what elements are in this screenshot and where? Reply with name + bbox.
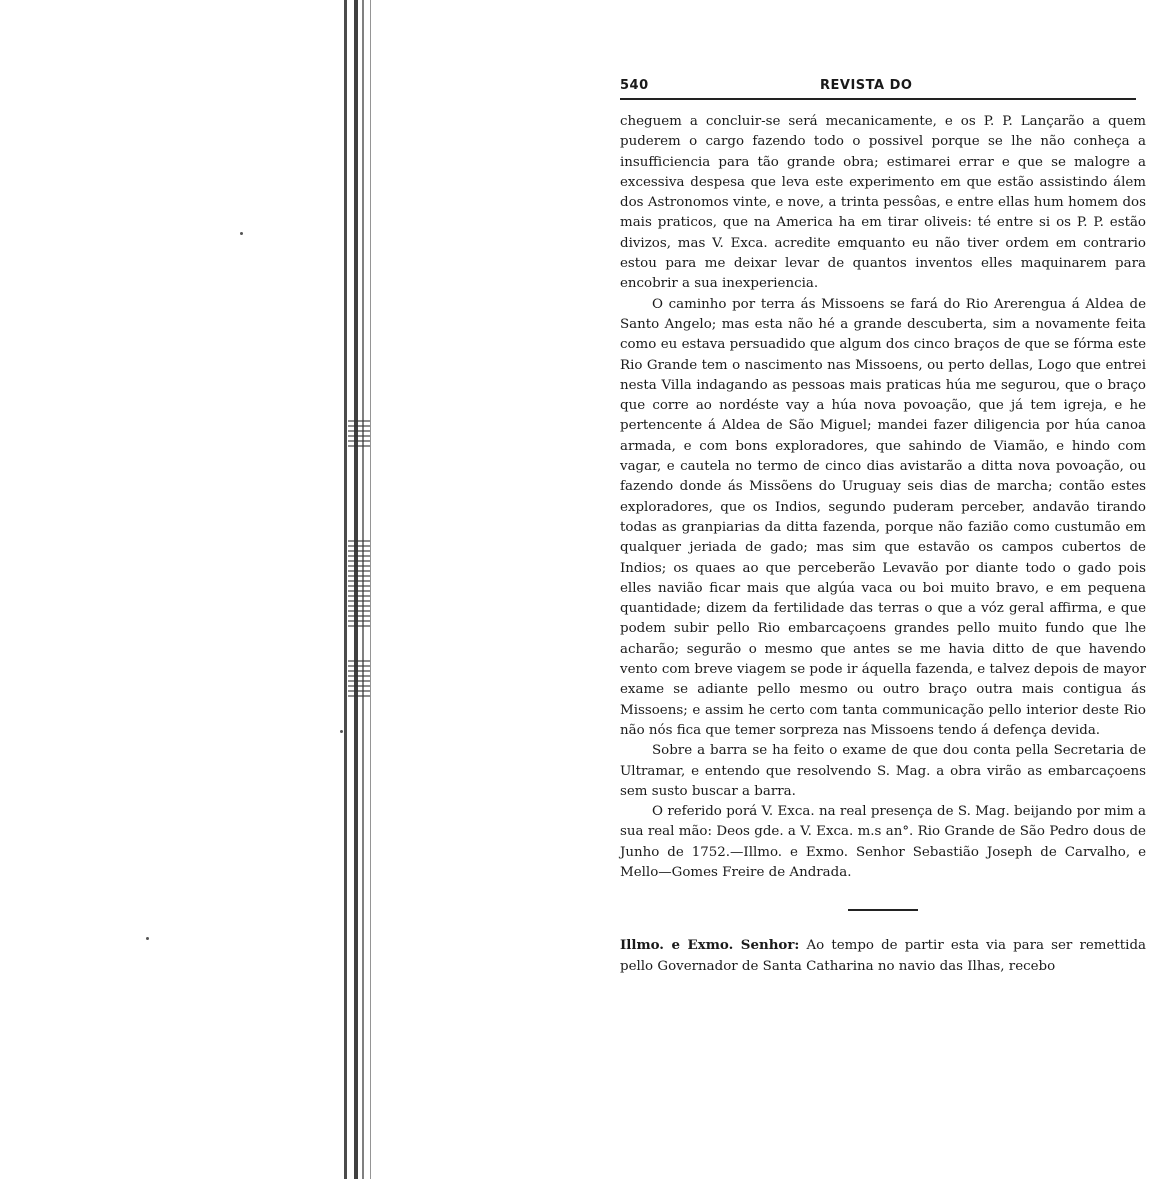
- header-rule: [620, 98, 1136, 100]
- next-letter-opening: [620, 935, 1146, 977]
- scan-speck: [240, 232, 243, 235]
- page-gutter: [340, 0, 380, 1179]
- gutter-smudge: [348, 540, 370, 630]
- letter-body: [620, 112, 1146, 883]
- scan-speck: [146, 937, 149, 940]
- section-divider: [848, 909, 918, 911]
- gutter-line: [344, 0, 347, 1179]
- paragraph: O caminho por terra ás Missoens se fará do Rio Arerengua á Aldea de Santo Angelo; mas esta não hé a grande descuberta, sim a novamente feita como eu estava persuadido que algum dos cinco braços de que se fórma este Rio Grande tem o nascimento nas Missoens, ou perto dellas, Logo que entrei nesta Villa indagando as pessoas mais praticas húa me segurou, que o braço que corre ao nordéste vay a húa nova povoação, que já tem igreja, e he pertencente á Aldea de São Miguel; mandei fazer diligencia por húa canoa armada, e com bons exploradores, que sahindo de Viamão, e hindo com vagar, e cautela no termo de cinco dias avistarão a ditta nova povoação, ou fazendo donde ás Missõens do Uruguay seis dias de marcha; contão estes exploradores, que os Indios, segundo puderam perceber, andavão tirando todas as granpiarias da ditta fazenda, porque não fazião como custumão em qualquer jeriada de gado; mas sim que estavão os campos cubertos de Indios; os quaes ao que perceberão Levavão por diante todo o gado pois elles navião ficar mais que algúa vaca ou boi muito bravo, e em pequena quantidade; dizem da fertilidade das terras o que a vóz geral affirma, e que podem subir pello Rio embarcaçoens grandes pello muito fundo que lhe acharão; segurão o mesmo que antes se me havia ditto de que havendo vento com breve viagem se pode ir áquella fazenda, e talvez depois de mayor exame se adiante pello mesmo ou outro braço outra mais contigua ás Missoens; e assim he certo com tanta communicação pello interior deste Rio não nós fica que temer sorpreza nas Missoens tendo á defença devida.: [620, 296, 1146, 738]
- paragraph: Sobre a barra se ha feito o exame de que dou conta pella Secretaria de Ultramar, e entendo que resolvendo S. Mag. a obra virão as embarcaçoens sem susto buscar a barra.: [620, 743, 1146, 799]
- scan-speck: [340, 730, 343, 733]
- running-title: REVISTA DO: [820, 78, 913, 93]
- next-letter-text: Ao tempo de partir esta via para ser remettida pello Governador de Santa Catharina no navio das Ilhas, recebo: [620, 938, 1147, 974]
- book-page: [620, 70, 1146, 977]
- gutter-smudge: [348, 660, 370, 700]
- running-header: [620, 70, 1146, 98]
- salutation: Illmo. e Exmo. Senhor:: [620, 937, 800, 954]
- gutter-smudge: [348, 420, 370, 450]
- page-number: 540: [620, 78, 649, 93]
- paragraph: O referido porá V. Exca. na real presença de S. Mag. beijando por mim a sua real mão: Deos gde. a V. Exca. m.s an°. Rio Grande de São Pedro dous de Junho de 1752.—Illmo. e Exmo. Senhor Sebastião Joseph de Carvalho, e Mello—Gomes Freire de Andrada.: [620, 804, 1146, 880]
- gutter-line: [370, 0, 371, 1179]
- paragraph: cheguem a concluir-se será mecanicamente, e os P. P. Lançarão a quem puderem o cargo fazendo todo o possivel porque se lhe não conheça a insufficiencia para tão grande obra; estimarei errar e que se malogre a excessiva despesa que leva este experimento em que estão assistindo álem dos Astronomos vinte, e nove, a trinta pessôas, e entre ellas hum homem dos mais praticos, que na America ha em tirar oliveis: té entre si os P. P. estão divizos, mas V. Exca. acredite emquanto eu não tiver ordem em contrario estou para me deixar levar de quantos inventos elles maquinarem para encobrir a sua inexperiencia.: [620, 114, 1146, 292]
